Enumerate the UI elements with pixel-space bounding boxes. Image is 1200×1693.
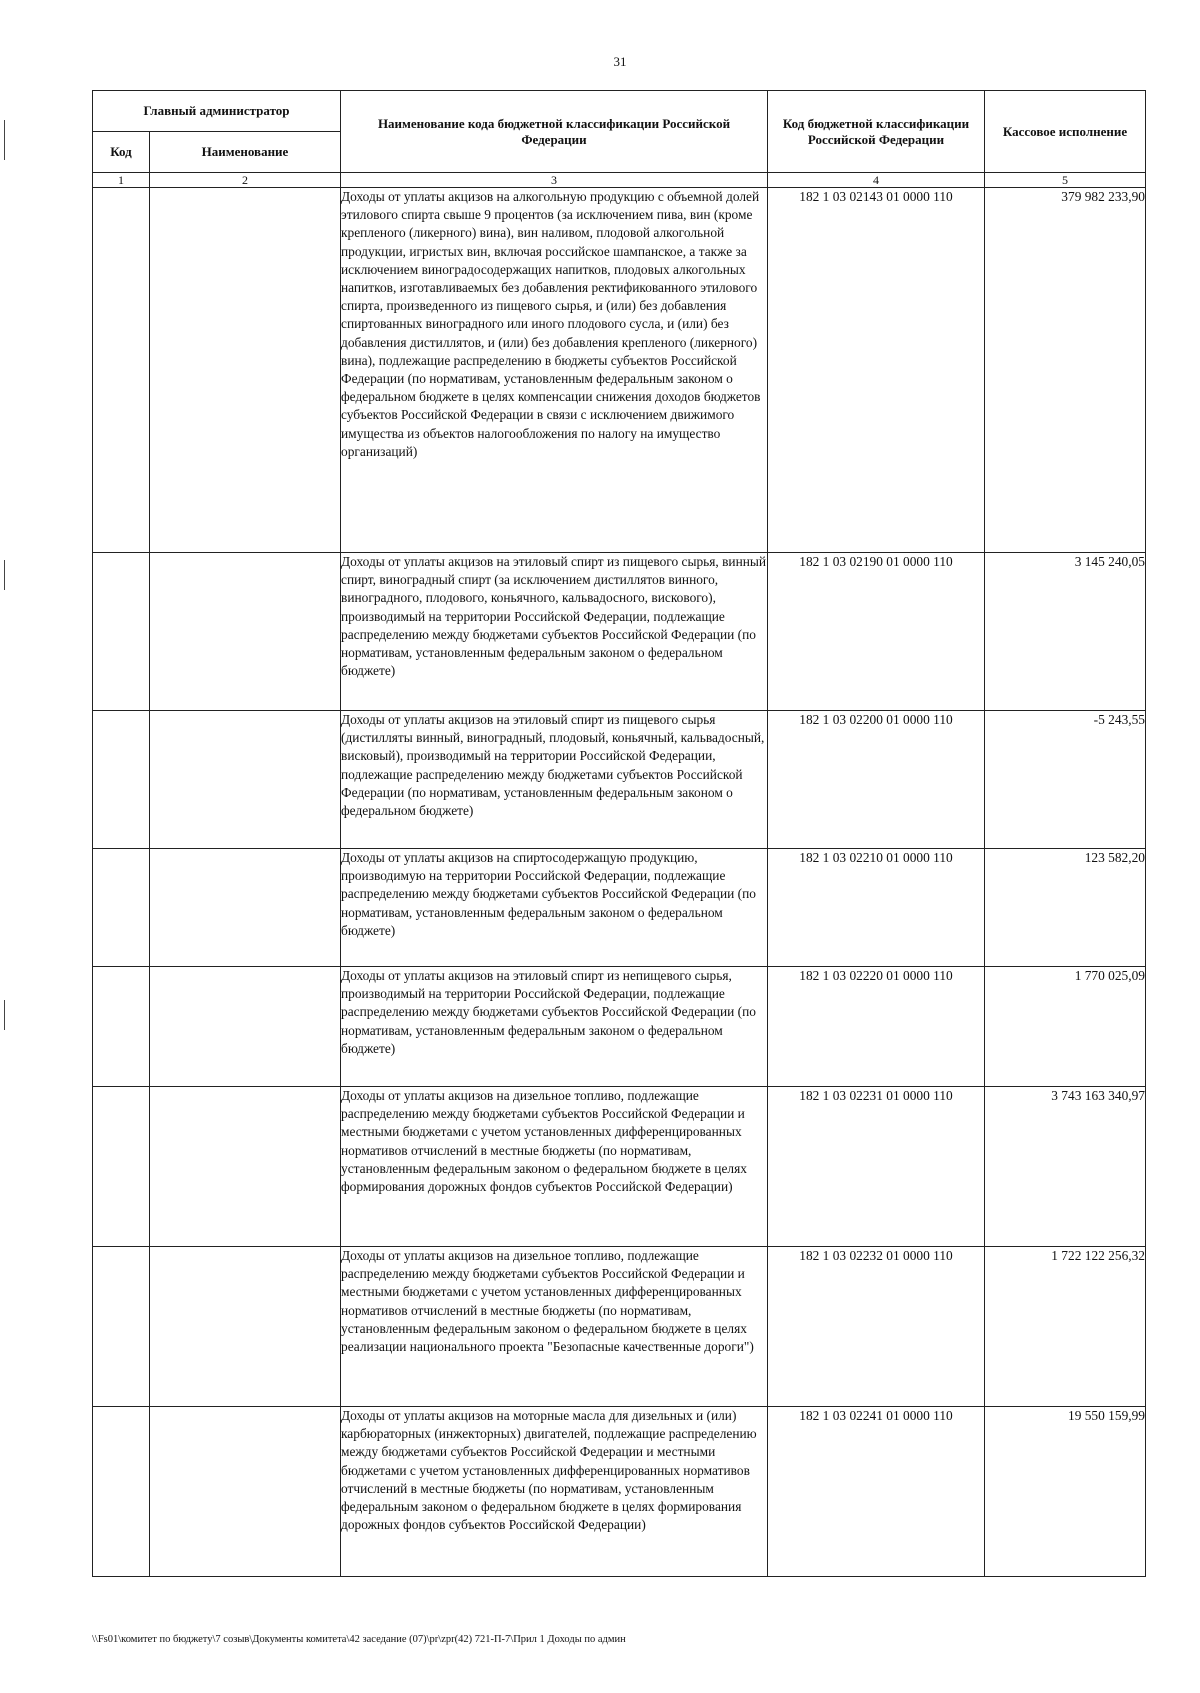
revenue-name-cell: Доходы от уплаты акцизов на дизельное топливо, подлежащие распределению между бюджетами субъектов Российской Федерации и местными бюджетами с учетом установленных дифференцированных нормативов отчислений в местные бюджеты (по нормативам, установленным федеральным законом о федеральном бюджете в целях реализации национального проекта "Безопасные качественные дороги") xyxy=(341,1247,768,1407)
column-number: 4 xyxy=(768,173,985,188)
column-number: 3 xyxy=(341,173,768,188)
amount-cell: -5 243,55 xyxy=(985,711,1146,849)
admin-code-cell xyxy=(93,188,150,553)
revenue-name-cell: Доходы от уплаты акцизов на этиловый спирт из непищевого сырья, производимый на территории Российской Федерации, подлежащие распределению между бюджетами субъектов Российской Федерации (по нормативам, установленным федеральным законом о федеральном бюджете) xyxy=(341,967,768,1087)
table-row xyxy=(93,849,1146,967)
document-file-path: \\Fs01\комитет по бюджету\7 созыв\Документы комитета\42 заседание (07)\pr\zpr(42) 721-П-7\Прил 1 Доходы по админ xyxy=(92,1634,626,1645)
kbk-code-cell: 182 1 03 02232 01 0000 110 xyxy=(768,1247,985,1407)
admin-code-cell xyxy=(93,967,150,1087)
header-admin-name: Наименование xyxy=(150,132,341,173)
scan-edge-mark xyxy=(4,1000,5,1030)
amount-cell: 123 582,20 xyxy=(985,849,1146,967)
table-row xyxy=(93,711,1146,849)
admin-code-cell xyxy=(93,553,150,711)
budget-revenue-table xyxy=(92,90,1146,1577)
table-row xyxy=(93,188,1146,553)
amount-cell: 1 770 025,09 xyxy=(985,967,1146,1087)
amount-cell: 379 982 233,90 xyxy=(985,188,1146,553)
revenue-name-cell: Доходы от уплаты акцизов на этиловый спирт из пищевого сырья, винный спирт, виноградный спирт (за исключением дистиллятов винного, виноградного, плодового, коньячного, кальвадосного, вискового), производимый на территории Российской Федерации, подлежащие распределению между бюджетами субъектов Российской Федерации (по нормативам, установленным федеральным законом о федеральном бюджете) xyxy=(341,553,768,711)
admin-name-cell xyxy=(150,1247,341,1407)
revenue-name-cell: Доходы от уплаты акцизов на спиртосодержащую продукцию, производимую на территории Российской Федерации, подлежащие распределению между бюджетами субъектов Российской Федерации (по нормативам, установленным федеральным законом о федеральном бюджете) xyxy=(341,849,768,967)
table-row xyxy=(93,553,1146,711)
column-number: 1 xyxy=(93,173,150,188)
admin-code-cell xyxy=(93,849,150,967)
admin-name-cell xyxy=(150,967,341,1087)
table-row xyxy=(93,1407,1146,1577)
kbk-code-cell: 182 1 03 02200 01 0000 110 xyxy=(768,711,985,849)
column-number: 2 xyxy=(150,173,341,188)
header-admin-code: Код xyxy=(93,132,150,173)
amount-cell: 19 550 159,99 xyxy=(985,1407,1146,1577)
revenue-name-cell: Доходы от уплаты акцизов на моторные масла для дизельных и (или) карбюраторных (инжекторных) двигателей, подлежащие распределению между бюджетами субъектов Российской Федерации и местными бюджетами с учетом установленных дифференцированных нормативов отчислений в местные бюджеты (по нормативам, установленным федеральным законом о федеральном бюджете в целях формирования дорожных фондов субъектов Российской Федерации) xyxy=(341,1407,768,1577)
page-number: 31 xyxy=(613,54,627,69)
admin-name-cell xyxy=(150,711,341,849)
kbk-code-cell: 182 1 03 02241 01 0000 110 xyxy=(768,1407,985,1577)
scan-edge-mark xyxy=(4,560,5,590)
amount-cell: 3 743 163 340,97 xyxy=(985,1087,1146,1247)
kbk-code-cell: 182 1 03 02190 01 0000 110 xyxy=(768,553,985,711)
admin-name-cell xyxy=(150,849,341,967)
kbk-code-cell: 182 1 03 02210 01 0000 110 xyxy=(768,849,985,967)
admin-name-cell xyxy=(150,188,341,553)
header-main-administrator: Главный администратор xyxy=(93,91,341,132)
header-cash-execution: Кассовое исполнение xyxy=(985,91,1146,173)
header-kbk-name: Наименование кода бюджетной классификации Российской Федерации xyxy=(341,91,768,173)
revenue-name-cell: Доходы от уплаты акцизов на этиловый спирт из пищевого сырья (дистилляты винный, виноградный, плодовый, коньячный, кальвадосный, висковый), производимый на территории Российской Федерации, подлежащие распределению между бюджетами субъектов Российской Федерации (по нормативам, установленным федеральным законом о федеральном бюджете) xyxy=(341,711,768,849)
admin-code-cell xyxy=(93,1087,150,1247)
column-number: 5 xyxy=(985,173,1146,188)
amount-cell: 1 722 122 256,32 xyxy=(985,1247,1146,1407)
revenue-name-cell: Доходы от уплаты акцизов на дизельное топливо, подлежащие распределению между бюджетами субъектов Российской Федерации и местными бюджетами с учетом установленных дифференцированных нормативов отчислений в местные бюджеты (по нормативам, установленным федеральным законом о федеральном бюджете в целях формирования дорожных фондов субъектов Российской Федерации) xyxy=(341,1087,768,1247)
admin-code-cell xyxy=(93,711,150,849)
revenue-name-cell: Доходы от уплаты акцизов на алкогольную продукцию с объемной долей этилового спирта свыше 9 процентов (за исключением пива, вин (кроме крепленого (ликерного) вина), вин наливом, плодовой алкогольной продукции, игристых вин, включая российское шампанское, а также за исключением виноградосодержащих напитков, плодовых алкогольных напитков, изготавливаемых без добавления ректификованного этилового спирта, произведенного из пищевого сырья, и (или) без добавления спиртованных виноградного или иного плодового сусла, и (или) без добавления дистиллятов, и (или) без добавления крепленого (ликерного) вина), подлежащие распределению в бюджеты субъектов Российской Федерации (по нормативам, установленным федеральным законом о федеральном бюджете в целях компенсации снижения доходов бюджетов субъектов Российской Федерации в связи с исключением движимого имущества из объектов налогообложения по налогу на имущество организаций) xyxy=(341,188,768,553)
admin-name-cell xyxy=(150,1407,341,1577)
table-row xyxy=(93,1247,1146,1407)
header-kbk-code: Код бюджетной классификации Российской Федерации xyxy=(768,91,985,173)
table-row xyxy=(93,1087,1146,1247)
scan-edge-mark xyxy=(4,120,5,160)
kbk-code-cell: 182 1 03 02220 01 0000 110 xyxy=(768,967,985,1087)
table-row xyxy=(93,967,1146,1087)
kbk-code-cell: 182 1 03 02143 01 0000 110 xyxy=(768,188,985,553)
admin-code-cell xyxy=(93,1247,150,1407)
amount-cell: 3 145 240,05 xyxy=(985,553,1146,711)
kbk-code-cell: 182 1 03 02231 01 0000 110 xyxy=(768,1087,985,1247)
admin-name-cell xyxy=(150,1087,341,1247)
admin-name-cell xyxy=(150,553,341,711)
admin-code-cell xyxy=(93,1407,150,1577)
